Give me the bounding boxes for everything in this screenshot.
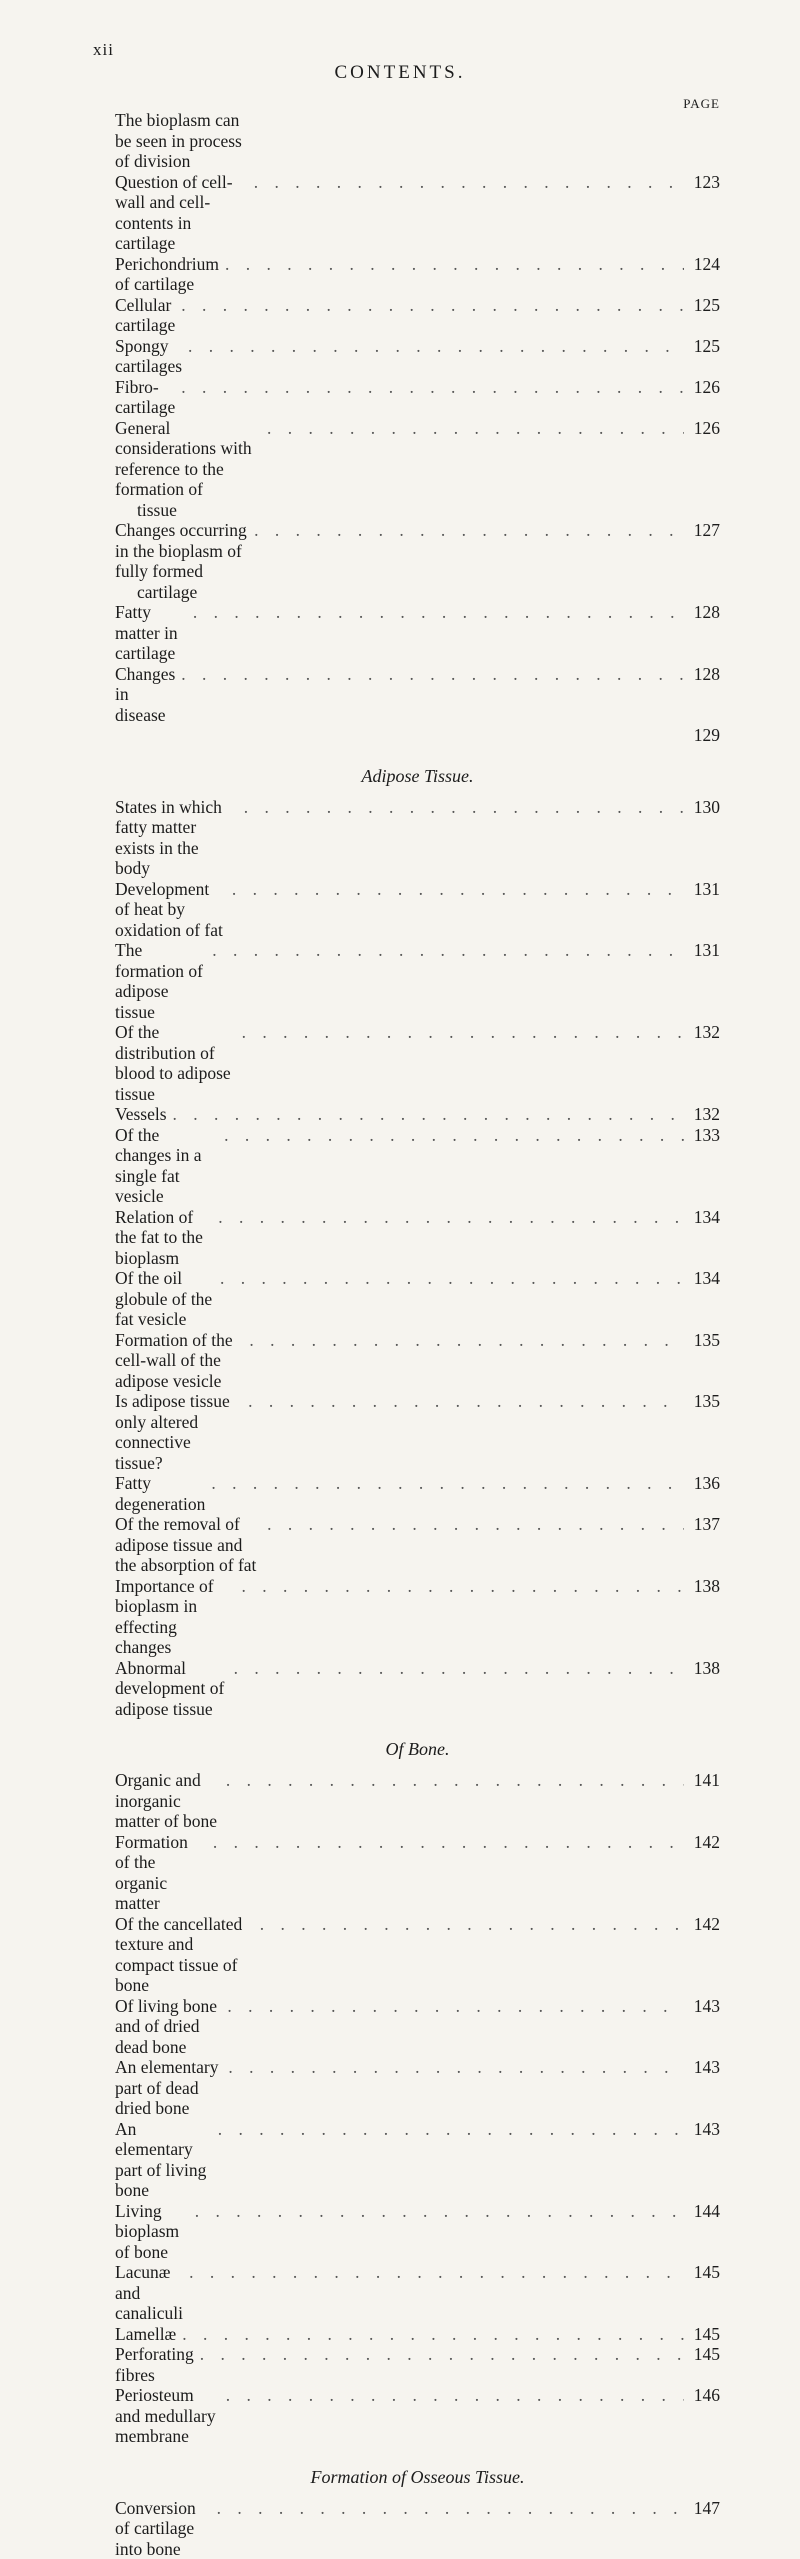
leader-dots bbox=[236, 1022, 684, 1043]
toc-sections bbox=[115, 110, 720, 2559]
toc-section bbox=[115, 1739, 720, 2447]
entry-page: 131 bbox=[684, 940, 720, 961]
page-column-label: PAGE bbox=[683, 96, 720, 112]
toc-entry bbox=[115, 1770, 720, 1832]
entry-title: Fatty degeneration bbox=[115, 1473, 205, 1514]
toc-entry bbox=[115, 172, 720, 254]
entry-page: 126 bbox=[684, 418, 720, 439]
entry-page: 145 bbox=[684, 2344, 720, 2365]
entry-title: Cellular cartilage bbox=[115, 295, 175, 336]
entry-title: Organic and inorganic matter of bone bbox=[115, 1770, 220, 1832]
entry-page: 143 bbox=[684, 2057, 720, 2078]
entry-title: Of the oil globule of the fat vesicle bbox=[115, 1268, 214, 1330]
toc-entry bbox=[115, 2057, 720, 2119]
entry-page: 143 bbox=[684, 1996, 720, 2017]
leader-dots bbox=[222, 2057, 684, 2078]
toc-entry bbox=[115, 1576, 720, 1658]
entry-title: Conversion of cartilage into bone bbox=[115, 2498, 211, 2559]
entry-title: Abnormal development of adipose tissue bbox=[115, 1658, 228, 1720]
entry-title: tissue bbox=[137, 500, 177, 521]
entry-page: 135 bbox=[684, 1391, 720, 1412]
leader-dots bbox=[206, 940, 684, 961]
leader-dots bbox=[187, 602, 684, 623]
toc-entry bbox=[115, 2201, 720, 2263]
entry-page: 143 bbox=[684, 2119, 720, 2140]
leader-dots bbox=[205, 1473, 684, 1494]
leader-dots bbox=[261, 1514, 684, 1535]
entry-page: 125 bbox=[684, 295, 720, 316]
entry-title: States in which fatty matter exists in the body bbox=[115, 797, 238, 879]
entry-title: Importance of bioplasm in effecting changes bbox=[115, 1576, 235, 1658]
leader-dots bbox=[242, 1391, 684, 1412]
toc-entry bbox=[115, 1514, 720, 1576]
page-number: xii bbox=[93, 40, 114, 60]
leader-dots bbox=[175, 377, 684, 398]
entry-title: Periosteum and medullary membrane bbox=[115, 2385, 220, 2447]
toc-entry bbox=[115, 1330, 720, 1392]
entry-page: 128 bbox=[684, 664, 720, 685]
toc-entry bbox=[115, 2324, 720, 2345]
entry-title: Formation of the cell-wall of the adipose vesicle bbox=[115, 1330, 243, 1392]
toc-entry bbox=[115, 377, 720, 418]
entry-page: 129 bbox=[684, 725, 720, 746]
leader-dots bbox=[176, 2324, 684, 2345]
leader-dots bbox=[214, 1268, 684, 1289]
entry-page: 134 bbox=[684, 1207, 720, 1228]
entry-page: 144 bbox=[684, 2201, 720, 2222]
entry-title: Fatty matter in cartilage bbox=[115, 602, 187, 664]
entry-page: 126 bbox=[684, 377, 720, 398]
toc-entry bbox=[115, 1391, 720, 1473]
entry-page: 147 bbox=[684, 2498, 720, 2519]
leader-dots bbox=[254, 1914, 684, 1935]
entry-page: 123 bbox=[684, 172, 720, 193]
entry-page: 132 bbox=[684, 1104, 720, 1125]
leader-dots bbox=[207, 1832, 684, 1853]
toc-entry bbox=[115, 295, 720, 336]
toc-entry bbox=[115, 1996, 720, 2058]
entry-title: The formation of adipose tissue bbox=[115, 940, 206, 1022]
entry-title: Of the distribution of blood to adipose tissue bbox=[115, 1022, 236, 1104]
toc-section bbox=[115, 766, 720, 1720]
section-heading: Of Bone. bbox=[115, 1739, 720, 1760]
entry-page: 125 bbox=[684, 336, 720, 357]
entry-title: Fibro-cartilage bbox=[115, 377, 175, 418]
toc-entry bbox=[115, 520, 720, 582]
leader-dots bbox=[248, 172, 684, 193]
entry-page: 142 bbox=[684, 1832, 720, 1853]
toc-entry bbox=[115, 940, 720, 1022]
toc-entry bbox=[115, 1832, 720, 1914]
toc-entry bbox=[115, 1104, 720, 1125]
leader-dots bbox=[212, 2119, 684, 2140]
leader-dots bbox=[194, 2344, 684, 2365]
entry-title: Perichondrium of cartilage bbox=[115, 254, 219, 295]
section-heading: Adipose Tissue. bbox=[115, 766, 720, 787]
toc-entry bbox=[115, 1022, 720, 1104]
entry-title: cartilage bbox=[137, 582, 197, 603]
entry-title: Lamellæ bbox=[115, 2324, 176, 2345]
entry-page: 145 bbox=[684, 2324, 720, 2345]
toc-entry bbox=[115, 2262, 720, 2324]
leader-dots bbox=[220, 1770, 684, 1791]
leader-dots bbox=[220, 2385, 684, 2406]
entry-page: 138 bbox=[684, 1576, 720, 1597]
entry-title: Living bioplasm of bone bbox=[115, 2201, 189, 2263]
entry-title: Of living bone and of dried dead bone bbox=[115, 1996, 221, 2058]
entry-title: Vessels bbox=[115, 1104, 167, 1125]
toc-entry bbox=[115, 664, 720, 726]
entry-title: Changes in disease bbox=[115, 664, 175, 726]
leader-dots bbox=[219, 254, 684, 275]
toc-entry bbox=[115, 2385, 720, 2447]
entry-page: 138 bbox=[684, 1658, 720, 1679]
entry-title: Formation of the organic matter bbox=[115, 1832, 207, 1914]
entry-page: 133 bbox=[684, 1125, 720, 1146]
leader-dots bbox=[175, 664, 684, 685]
leader-dots bbox=[175, 295, 684, 316]
entry-title: An elementary part of dead dried bone bbox=[115, 2057, 222, 2119]
toc-entry bbox=[115, 2119, 720, 2201]
entry-title: Lacunæ and canaliculi bbox=[115, 2262, 183, 2324]
toc-section bbox=[115, 110, 720, 746]
table-of-contents bbox=[115, 110, 720, 2559]
leader-dots bbox=[228, 1658, 684, 1679]
toc-entry bbox=[115, 879, 720, 941]
toc-entry bbox=[115, 797, 720, 879]
entry-page: 134 bbox=[684, 1268, 720, 1289]
entry-title: Of the changes in a single fat vesicle bbox=[115, 1125, 218, 1207]
toc-entry bbox=[115, 1268, 720, 1330]
toc-entry bbox=[115, 418, 720, 500]
entry-page: 145 bbox=[684, 2262, 720, 2283]
entry-page: 142 bbox=[684, 1914, 720, 1935]
entry-page: 146 bbox=[684, 2385, 720, 2406]
entry-title: An elementary part of living bone bbox=[115, 2119, 212, 2201]
entry-title: Of the cancellated texture and compact tissue of bone bbox=[115, 1914, 254, 1996]
toc-entry bbox=[115, 336, 720, 377]
entry-title: Spongy cartilages bbox=[115, 336, 182, 377]
leader-dots bbox=[248, 520, 684, 541]
entry-page: 137 bbox=[684, 1514, 720, 1535]
toc-entry bbox=[115, 1473, 720, 1514]
entry-page: 127 bbox=[684, 520, 720, 541]
toc-entry bbox=[115, 602, 720, 664]
leader-dots bbox=[182, 336, 684, 357]
toc-entry bbox=[115, 2344, 720, 2385]
leader-dots bbox=[218, 1125, 684, 1146]
entry-page: 130 bbox=[684, 797, 720, 818]
leader-dots bbox=[189, 2201, 684, 2222]
entry-page: 141 bbox=[684, 1770, 720, 1791]
leader-dots bbox=[261, 418, 684, 439]
entry-title: Of the removal of adipose tissue and the absorption of fat bbox=[115, 1514, 261, 1576]
toc-entry bbox=[137, 500, 720, 521]
leader-dots bbox=[235, 1576, 684, 1597]
toc-entry bbox=[115, 110, 720, 172]
leader-dots bbox=[221, 1996, 684, 2017]
entry-page: 132 bbox=[684, 1022, 720, 1043]
entry-title: The bioplasm can be seen in process of division bbox=[115, 110, 242, 172]
entry-page: 131 bbox=[684, 879, 720, 900]
entry-title: Question of cell-wall and cell-contents in cartilage bbox=[115, 172, 248, 254]
leader-dots bbox=[226, 879, 684, 900]
entry-title: Development of heat by oxidation of fat bbox=[115, 879, 226, 941]
running-head: CONTENTS. bbox=[0, 62, 800, 84]
toc-entry bbox=[137, 582, 720, 603]
toc-entry bbox=[115, 1207, 720, 1269]
entry-page: 128 bbox=[684, 602, 720, 623]
toc-entry bbox=[115, 1125, 720, 1207]
toc-entry bbox=[115, 1658, 720, 1720]
toc-entry bbox=[115, 1914, 720, 1996]
toc-section bbox=[115, 2467, 720, 2559]
entry-title: Relation of the fat to the bioplasm bbox=[115, 1207, 212, 1269]
leader-dots bbox=[243, 1330, 684, 1351]
toc-entry bbox=[115, 725, 720, 746]
toc-entry bbox=[115, 254, 720, 295]
toc-entry bbox=[115, 2498, 720, 2559]
leader-dots bbox=[238, 797, 684, 818]
leader-dots bbox=[183, 2262, 684, 2283]
entry-title: Perforating fibres bbox=[115, 2344, 194, 2385]
entry-title: General considerations with reference to the formation of bbox=[115, 418, 261, 500]
entry-title: Is adipose tissue only altered connective tissue? bbox=[115, 1391, 242, 1473]
section-heading: Formation of Osseous Tissue. bbox=[115, 2467, 720, 2488]
leader-dots bbox=[212, 1207, 684, 1228]
leader-dots bbox=[211, 2498, 684, 2519]
leader-dots bbox=[167, 1104, 684, 1125]
entry-page: 136 bbox=[684, 1473, 720, 1494]
entry-page: 124 bbox=[684, 254, 720, 275]
entry-page: 135 bbox=[684, 1330, 720, 1351]
entry-title: Changes occurring in the bioplasm of fully formed bbox=[115, 520, 248, 582]
